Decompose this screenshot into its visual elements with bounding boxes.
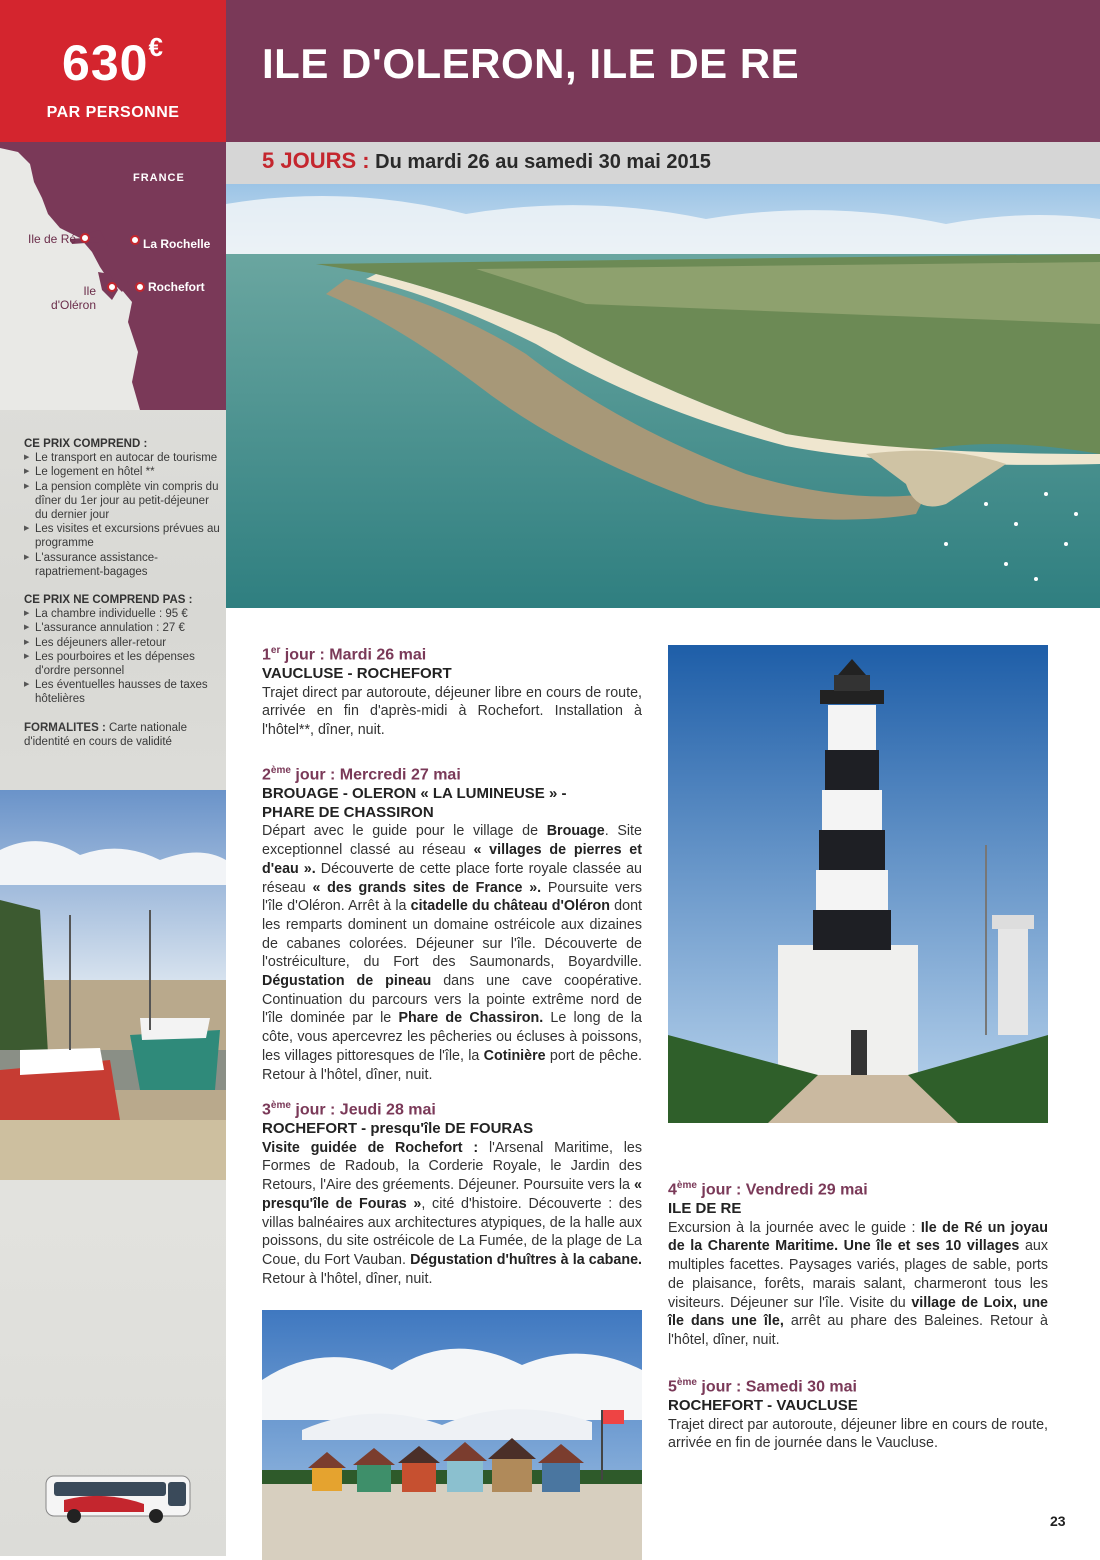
list-item: ▶ La pension complète vin compris du dîner du 1er jour au petit-déjeuner du dernier jour bbox=[24, 480, 222, 523]
price-box bbox=[0, 0, 226, 142]
list-item: ▶ La chambre individuelle : 95 € bbox=[24, 607, 222, 621]
price-conditions bbox=[24, 437, 222, 749]
day-description: Trajet direct par autoroute, déjeuner libre en cours de route, arrivée en fin d'après-midi à Rochefort. Installation à l'hôtel**, dîner, nuit. bbox=[262, 684, 642, 739]
bus-icon bbox=[44, 1470, 192, 1528]
day-route: BROUAGE - OLERON « LA LUMINEUSE » - bbox=[262, 785, 567, 803]
itinerary-day-1 bbox=[262, 642, 642, 740]
page-number: 23 bbox=[1050, 1513, 1066, 1529]
map-label-ile-de-re: Ile de Ré bbox=[28, 232, 77, 246]
list-item: ▶ Les pourboires et les dépenses d'ordre personnel bbox=[24, 650, 222, 678]
includes-title: CE PRIX COMPREND : bbox=[24, 438, 148, 450]
itinerary-day-5 bbox=[668, 1374, 1048, 1453]
map-label-la-rochelle: La Rochelle bbox=[143, 237, 211, 251]
price-amount: 630€ bbox=[62, 32, 164, 91]
itinerary-day-3 bbox=[262, 1097, 642, 1288]
list-item: ▶ Les éventuelles hausses de taxes hôtelières bbox=[24, 678, 222, 706]
day-route: ROCHEFORT - presqu'île DE FOURAS bbox=[262, 1120, 534, 1138]
excludes-title: CE PRIX NE COMPREND PAS : bbox=[24, 594, 193, 607]
oyster-cabins-photo bbox=[262, 1310, 642, 1560]
list-item: ▶ Le transport en autocar de tourisme bbox=[24, 451, 222, 465]
day-route: VAUCLUSE - ROCHEFORT bbox=[262, 665, 452, 683]
day-description: Départ avec le guide pour le village de Brouage. Site exceptionnel classé au réseau « villages de pierres et d'eau ». Découverte de cette place forte royale classée au réseau « des grands sites de France ». Poursuite vers l'île d'Oléron. Arrêt à la citadelle du château d'Oléron dont les remparts dominent un domaine ostréicole aux dizaines de cabanes colorées. Déjeuner sur l'île. Découverte de l'ostréiculture, du Fort des Saumonards, Boyardville. Dégustation de pineau dans une cave coopérative. Continuation du parcours vers la pointe extrême nord de l'île dominée par le Phare de Chassiron. Le long de la côte, vous apercevrez les pêcheries ou écluses à poissons, les villages pittoresques de l'île, la Cotinière port de pêche. Retour à l'hôtel, dîner, nuit. bbox=[262, 823, 643, 1083]
day-title: 3ème jour : Jeudi 28 mai bbox=[262, 1100, 436, 1119]
aerial-coast-photo bbox=[226, 184, 1100, 608]
list-item: ▶ Les déjeuners aller-retour bbox=[24, 636, 222, 650]
list-item: ▶ Le logement en hôtel ** bbox=[24, 465, 222, 479]
map-label-france: FRANCE bbox=[133, 172, 185, 184]
trip-dates: 5 JOURS : Du mardi 26 au samedi 30 mai 2015 bbox=[262, 148, 711, 173]
day-description: Excursion à la journée avec le guide : Ile de Ré un joyau de la Charente Maritime. Une île et ses 10 villages aux multiples facettes. Paysages variés, plages de sable, ports de plaisance, forêts, marais salant, charmeront tous les visiteurs. Déjeuner sur l'île. Visite du village de Loix, une île dans une île, arrêt au phare des Baleines. Retour à l'hôtel, dîner, nuit. bbox=[668, 1219, 1049, 1348]
harbor-photo bbox=[0, 790, 226, 1180]
list-item: ▶ Les visites et excursions prévues au programme bbox=[24, 522, 222, 550]
day-title: 4ème jour : Vendredi 29 mai bbox=[668, 1180, 868, 1199]
day-route: ILE DE RE bbox=[668, 1200, 742, 1218]
price-per-person: PAR PERSONNE bbox=[46, 104, 180, 121]
day-description: Trajet direct par autoroute, déjeuner libre en cours de route, arrivée en fin de journée dans le Vaucluse. bbox=[668, 1416, 1048, 1452]
list-item: ▶ L'assurance assistance-rapatriement-bagages bbox=[24, 551, 222, 579]
excludes-list bbox=[24, 607, 222, 706]
includes-list bbox=[24, 451, 222, 579]
itinerary-day-4 bbox=[668, 1177, 1048, 1350]
region-map bbox=[0, 142, 226, 410]
list-item: ▶ L'assurance annulation : 27 € bbox=[24, 621, 222, 635]
map-label-ile-oleron: Ile d'Oléron bbox=[51, 284, 96, 312]
itinerary-day-2 bbox=[262, 762, 642, 1084]
map-label-rochefort: Rochefort bbox=[148, 280, 205, 294]
day-route: PHARE DE CHASSIRON bbox=[262, 803, 434, 821]
day-description: Visite guidée de Rochefort : l'Arsenal Maritime, les Formes de Radoub, la Corderie Royale, le Jardin des Retours, l'Aire des gréements. Déjeuner. Poursuite vers la « presqu'île de Fouras », cité d'histoire. Découverte : des villas balnéaires aux architectures atypiques, de la halle aux poissons, du site ostréicole de La Fumée, de la plage de La Coue, du Fort Vauban. Dégustation d'huîtres à la cabane. Retour à l'hôtel, dîner, nuit. bbox=[262, 1139, 642, 1287]
day-title: 5ème jour : Samedi 30 mai bbox=[668, 1377, 857, 1396]
page-title: ILE D'OLERON, ILE DE RE bbox=[262, 40, 800, 87]
formalites: FORMALITES : Carte nationale d'identité en cours de validité bbox=[24, 721, 187, 748]
day-route: ROCHEFORT - VAUCLUSE bbox=[668, 1397, 858, 1415]
day-title: 2ème jour : Mercredi 27 mai bbox=[262, 765, 461, 784]
day-title: 1er jour : Mardi 26 mai bbox=[262, 645, 427, 664]
lighthouse-photo bbox=[668, 645, 1048, 1123]
